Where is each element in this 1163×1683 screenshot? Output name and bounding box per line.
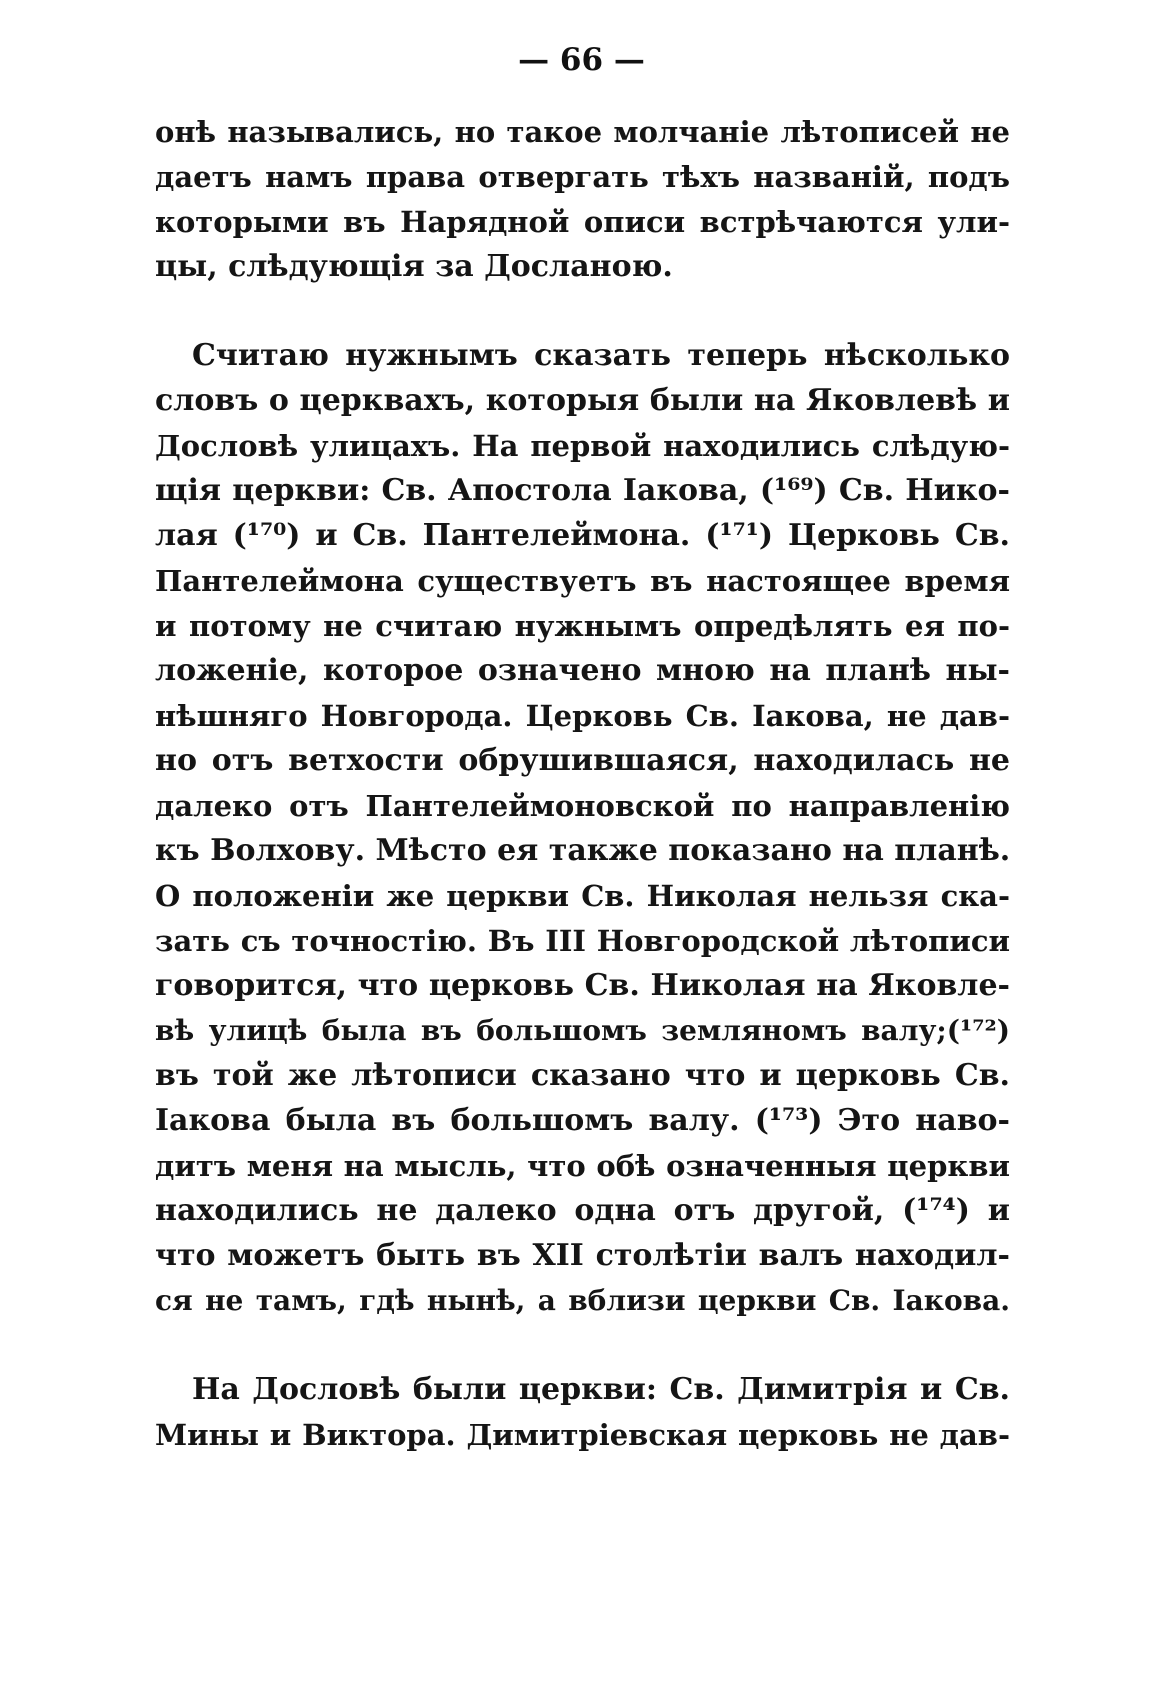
text-line: вѣ улицѣ была въ большомъ земляномъ валу;(¹⁷²) — [155, 1014, 1010, 1047]
text-line: дитъ меня на мысль, что обѣ означенныя церкви — [155, 1149, 1010, 1183]
text-line: Мины и Виктора. Димитріевская церковь не дав- — [155, 1418, 1010, 1452]
text-line: щія церкви: Св. Апостола Іакова, (¹⁶⁹) Св. Нико- — [155, 473, 1010, 508]
text-line: ся не тамъ, гдѣ нынѣ, а вблизи церкви Св. Іакова. — [155, 1284, 1010, 1317]
text-line: что можетъ быть въ XII столѣтіи валъ находил- — [155, 1238, 1010, 1273]
text-line: ложеніе, которое означено мною на планѣ ны- — [155, 653, 1010, 688]
text-line: которыми въ Нарядной описи встрѣчаются ули- — [155, 205, 1010, 239]
text-line: онѣ назывались, но такое молчаніе лѣтописей не — [155, 115, 1010, 149]
text-line: къ Волхову. Мѣсто ея также показано на планѣ. — [155, 833, 1011, 868]
text-line: Считаю нужнымъ сказать теперь нѣсколько — [192, 338, 1010, 373]
text-line: Пантелеймона существуетъ въ настоящее время — [155, 564, 1010, 598]
text-line: говорится, что церковь Св. Николая на Яковле- — [155, 968, 1010, 1003]
text-line: въ той же лѣтописи сказано что и церковь Св. — [155, 1058, 1010, 1093]
page-number: — 66 — — [518, 42, 645, 78]
text-line: нѣшняго Новгорода. Церковь Св. Іакова, не дав- — [155, 699, 1010, 733]
text-line: О положеніи же церкви Св. Николая нельзя ска- — [155, 879, 1010, 913]
text-line: но отъ ветхости обрушившаяся, находилась не — [155, 743, 1010, 778]
text-line: Іакова была въ большомъ валу. (¹⁷³) Это наво- — [155, 1103, 1010, 1138]
text-line: находились не далеко одна отъ другой, (¹⁷⁴) и — [155, 1193, 1010, 1228]
text-line: словъ о церквахъ, которыя были на Яковлевѣ и — [155, 383, 1010, 418]
text-line: На Дословѣ были церкви: Св. Димитрія и Св. — [192, 1372, 1010, 1407]
text-line: зать съ точностію. Въ III Новгородской лѣтописи — [155, 924, 1010, 958]
text-line: даетъ намъ права отвергать тѣхъ названій, подъ — [155, 160, 1010, 194]
text-line: и потому не считаю нужнымъ опредѣлять ея по- — [155, 609, 1010, 643]
text-line: Дословѣ улицахъ. На первой находились слѣдую- — [155, 429, 1010, 463]
text-line: лая (¹⁷⁰) и Св. Пантелеймона. (¹⁷¹) Церковь Св. — [155, 518, 1010, 553]
text-line: далеко отъ Пантелеймоновской по направленію — [155, 789, 1010, 823]
text-line: цы, слѣдующія за Досланою. — [155, 249, 673, 284]
